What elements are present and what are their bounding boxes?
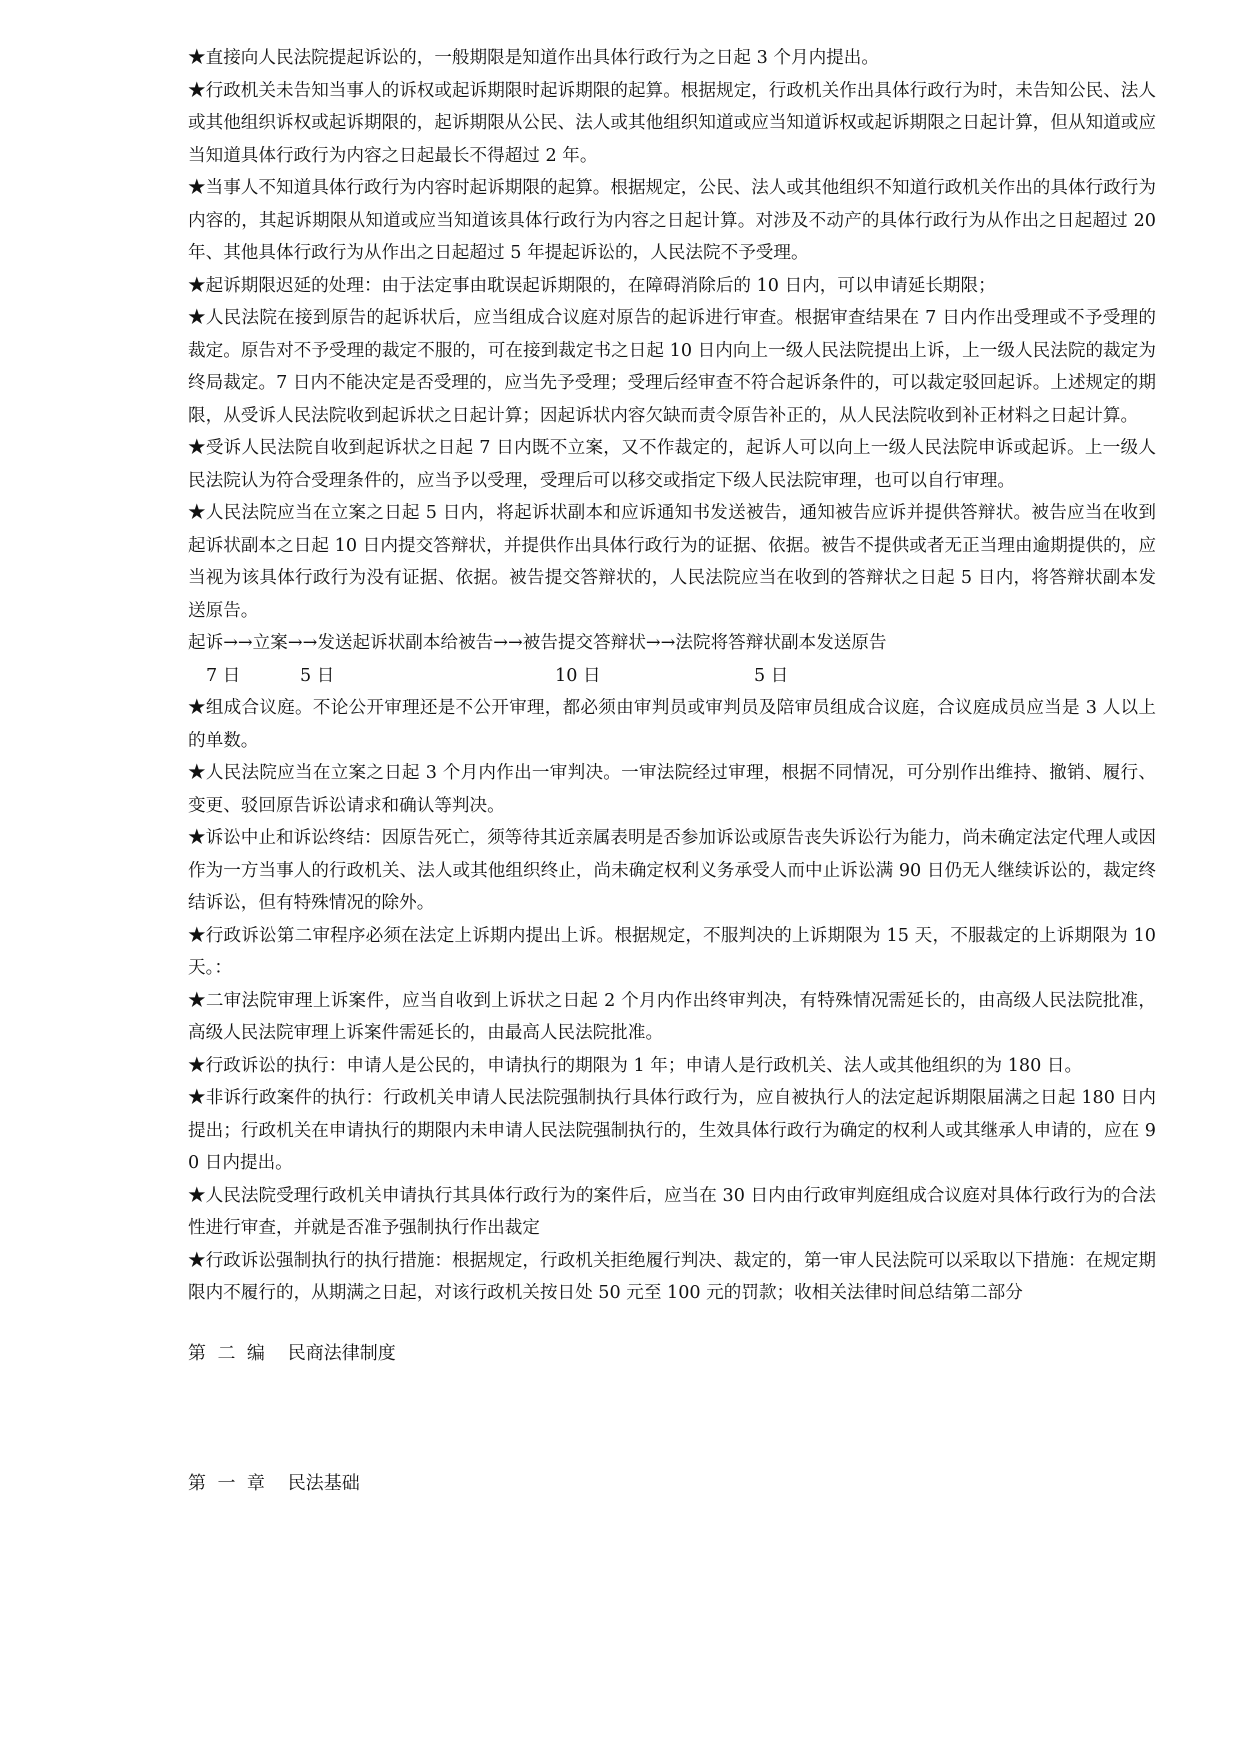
- paragraph: ★起诉期限迟延的处理：由于法定事由耽误起诉期限的，在障碍消除后的 10 日内，可以申请延长期限；: [188, 275, 996, 296]
- paragraph: ★受诉人民法院自收到起诉状之日起 7 日内既不立案，又不作裁定的，起诉人可以向上一级人民法院申诉或起诉。上一级人民法院认为符合受理条件的，应当予以受理，受理后可以移交或指定下级人民法院审理，也可以自行审理。: [188, 438, 1156, 491]
- flow-day-label: 7 日: [206, 665, 241, 686]
- document-page: [188, 42, 1156, 1500]
- paragraph: ★行政机关未告知当事人的诉权或起诉期限时起诉期限的起算。根据规定，行政机关作出具体行政行为时，未告知公民、法人或其他组织诉权或起诉期限的，起诉期限从公民、法人或其他组织知道或应当知道诉权或起诉期限之日起计算，但从知道或应当知道具体行政行为内容之日起最长不得超过 2 年。: [188, 80, 1156, 166]
- paragraph: ★行政诉讼强制执行的执行措施：根据规定，行政机关拒绝履行判决、裁定的，第一审人民法院可以采取以下措施：在规定期限内不履行的，从期满之日起，对该行政机关按日处 50 元至 100 元的罚款；收相关法律时间总结第二部分: [188, 1250, 1156, 1303]
- flow-day-label: 5 日: [300, 665, 335, 686]
- paragraph: ★人民法院在接到原告的起诉状后，应当组成合议庭对原告的起诉进行审查。根据审查结果在 7 日内作出受理或不予受理的裁定。原告对不予受理的裁定不服的，可在接到裁定书之日起 10 日内向上一级人民法院提出上诉，上一级人民法院的裁定为终局裁定。7 日内不能决定是否受理的，应当先予受理；受理后经审查不符合起诉条件的，可以裁定驳回起诉。上述规定的期限，从受诉人民法院收到起诉状之日起计算；因起诉状内容欠缺而责令原告补正的，从人民法院收到补正材料之日起计算。: [188, 308, 1156, 426]
- flow-day-label: 5 日: [754, 665, 789, 686]
- paragraph: ★行政诉讼第二审程序必须在法定上诉期内提出上诉。根据规定，不服判决的上诉期限为 15 天，不服裁定的上诉期限为 10 天。：: [188, 925, 1156, 978]
- paragraph: ★人民法院应当在立案之日起 5 日内，将起诉状副本和应诉通知书发送被告，通知被告应诉并提供答辩状。被告应当在收到起诉状副本之日起 10 日内提交答辩状，并提供作出具体行政行为的证据、依据。被告不提供或者无正当理由逾期提供的，应当视为该具体行政行为没有证据、依据。被告提交答辩状的，人民法院应当在收到的答辩状之日起 5 日内，将答辩状副本发送原告。: [188, 503, 1156, 621]
- paragraph: ★非诉行政案件的执行：行政机关申请人民法院强制执行具体行政行为，应自被执行人的法定起诉期限届满之日起 180 日内提出；行政机关在申请执行的期限内未申请人民法院强制执行的，生效具体行政行为确定的权利人或其继承人申请的，应在 90 日内提出。: [188, 1088, 1156, 1173]
- paragraph: ★诉讼中止和诉讼终结：因原告死亡，须等待其近亲属表明是否参加诉讼或原告丧失诉讼行为能力，尚未确定法定代理人或因作为一方当事人的行政机关、法人或其他组织终止，尚未确定权利义务承受人而中止诉讼满 90 日仍无人继续诉讼的，裁定终结诉讼，但有特殊情况的除外。: [188, 828, 1156, 913]
- procedure-flow-line: 起诉→→立案→→发送起诉状副本给被告→→被告提交答辩状→→法院将答辩状副本发送原告: [188, 633, 887, 653]
- paragraph: ★二审法院审理上诉案件，应当自收到上诉状之日起 2 个月内作出终审判决，有特殊情况需延长的，由高级人民法院批准，高级人民法院审理上诉案件需延长的，由最高人民法院批准。: [188, 990, 1156, 1043]
- flow-day-label: 10 日: [555, 665, 601, 686]
- paragraph: ★直接向人民法院提起诉讼的，一般期限是知道作出具体行政行为之日起 3 个月内提出。: [188, 48, 879, 68]
- paragraph: ★当事人不知道具体行政行为内容时起诉期限的起算。根据规定，公民、法人或其他组织不知道行政机关作出的具体行政行为内容的，其起诉期限从知道或应当知道该具体行政行为内容之日起计算。对涉及不动产的具体行政行为从作出之日起超过 20 年、其他具体行政行为从作出之日起超过 5 年提起诉讼的，人民法院不予受理。: [188, 178, 1156, 263]
- procedure-days-row: [188, 660, 1156, 693]
- paragraph: ★组成合议庭。不论公开审理还是不公开审理，都必须由审判员或审判员及陪审员组成合议庭，合议庭成员应当是 3 人以上的单数。: [188, 698, 1156, 751]
- paragraph: ★行政诉讼的执行：申请人是公民的，申请执行的期限为 1 年；申请人是行政机关、法人或其他组织的为 180 日。: [188, 1055, 1083, 1076]
- paragraph: ★人民法院应当在立案之日起 3 个月内作出一审判决。一审法院经过审理，根据不同情况，可分别作出维持、撤销、履行、变更、驳回原告诉讼请求和确认等判决。: [188, 763, 1156, 816]
- part-heading: 第 二 编 民商法律制度: [188, 1342, 396, 1364]
- chapter-heading: 第 一 章 民法基础: [188, 1472, 360, 1494]
- paragraph: ★人民法院受理行政机关申请执行其具体行政行为的案件后，应当在 30 日内由行政审判庭组成合议庭对具体行政行为的合法性进行审查，并就是否准予强制执行作出裁定: [188, 1185, 1156, 1238]
